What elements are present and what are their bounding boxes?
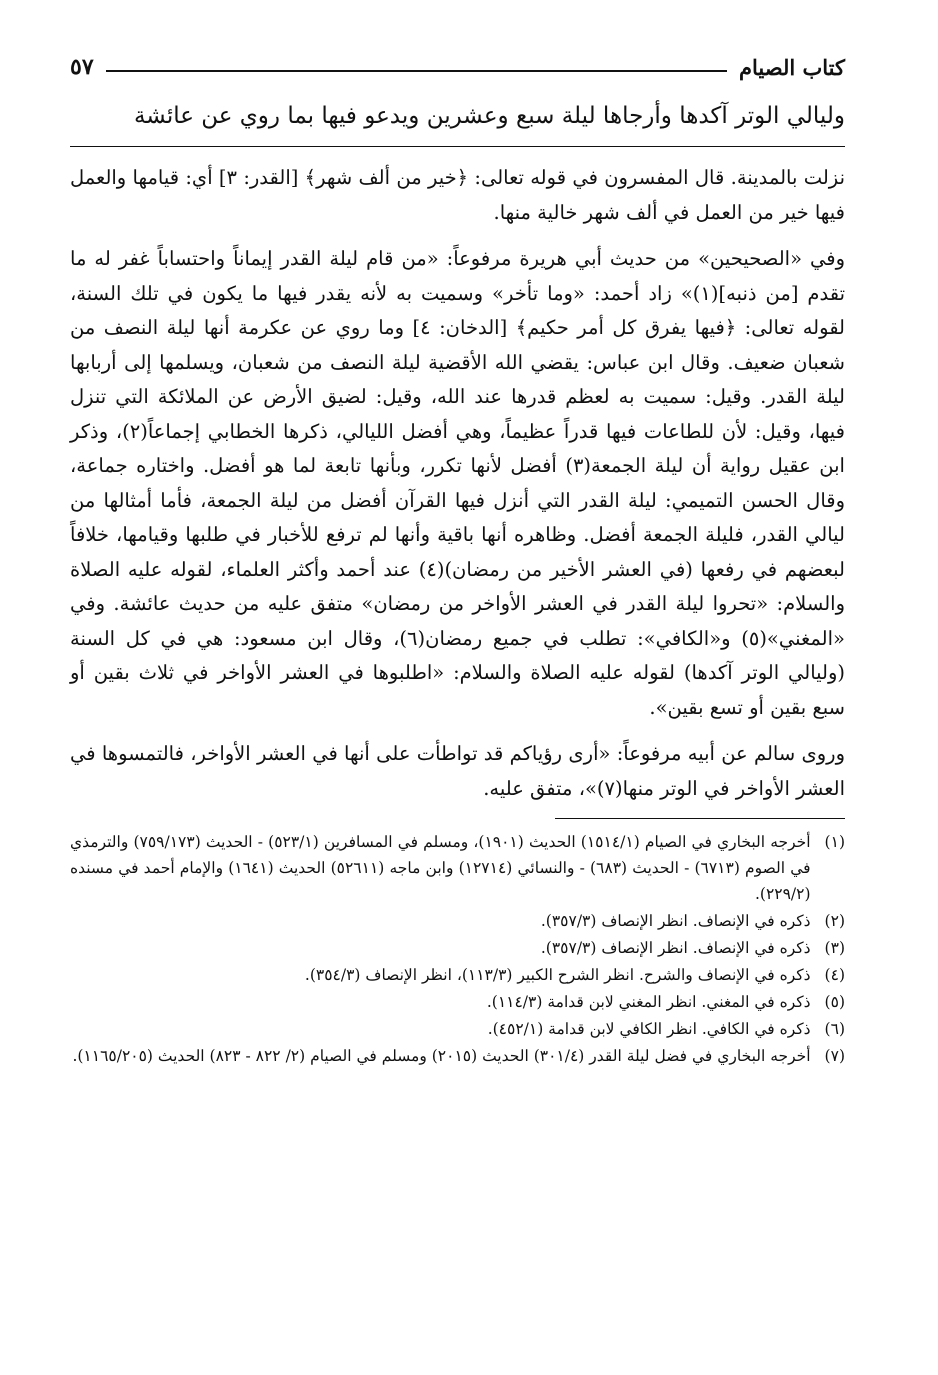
footnote bbox=[70, 1043, 845, 1069]
footnote bbox=[70, 962, 845, 988]
header-rule bbox=[106, 70, 727, 72]
commentary-paragraph-2: وفي «الصحيحين» من حديث أبي هريرة مرفوعاً: «من قام ليلة القدر إيماناً واحتساباً غفر له ما تقدم [من ذنبه](١)» زاد أحمد: «وما تأخر» وسميت به لأنه يقدر فيها ما يكون في تلك السنة، لقوله تعالى: ﴿فيها يفرق كل أمر حكيم﴾ [الدخان: ٤] وما روي عن عكرمة أنها ليلة النصف من شعبان ضعيف. وقال ابن عباس: يقضي الله الأقضية ليلة النصف من شعبان، ويسلمها إلى أربابها ليلة القدر. وقيل: سميت به لعظم قدرها عند الله، وقيل: لضيق الأرض عن الملائكة التي تنزل فيها، وقيل: لأن للطاعات فيها قدراً عظيماً، وهي أفضل الليالي، ذكرها الخطابي إجماعاً(٢)، وذكر ابن عقيل رواية أن ليلة الجمعة(٣) أفضل لأنها تكرر، وبأنها تابعة لما هو أفضل. واختاره جماعة، وقال الحسن التميمي: ليلة القدر التي أنزل فيها القرآن أفضل من ليلة الجمعة، فأما أمثالها من ليالي القدر، فليلة الجمعة أفضل. وظاهره أنها باقية وأنها لم ترفع للأخبار في طلبها وقيامها، خلافاً لبعضهم في رفعها (في العشر الأخير من رمضان)(٤) عند أحمد وأكثر العلماء، لقوله عليه الصلاة والسلام: «تحروا ليلة القدر في العشر الأواخر من رمضان» متفق عليه من حديث عائشة. وفي «المغني»(٥) و«الكافي»: تطلب في جميع رمضان(٦)، وقال ابن مسعود: هي في كل السنة (وليالي الوتر آكدها) لقوله عليه الصلاة والسلام: «اطلبوها في العشر الأواخر في ثلاث بقين أو سبع بقين أو تسع بقين». bbox=[70, 247, 846, 719]
footnote-number: (٣) bbox=[824, 939, 845, 957]
commentary-paragraph-3: وروى سالم عن أبيه مرفوعاً: «أرى رؤياكم قد تواطأت على أنها في العشر الأواخر، فالتمسوها في العشر الأواخر في الوتر منها(٧)»، متفق عليه. bbox=[70, 742, 845, 800]
footnote bbox=[70, 989, 845, 1015]
footnote-number: (٧) bbox=[824, 1047, 845, 1065]
main-text: وليالي الوتر آكدها وأرجاها ليلة سبع وعشرين ويدعو فيها بما روي عن عائشة bbox=[70, 96, 845, 147]
footnote-text: ذكره في الكافي. انظر الكافي لابن قدامة (٤٥٢/١). bbox=[487, 1020, 811, 1038]
running-header bbox=[70, 40, 845, 80]
footnote-text: أخرجه البخاري في الصيام (١٥١٤/١) الحديث (١٩٠١)، ومسلم في المسافرين (٥٢٣/١) - الحديث (٧٥٩/١٧٣) والترمذي في الصوم (٦٧١٣) - الحديث (٦٨٣) - والنسائي (١٢٧١٤) وابن ماجه (٥٢٦١١) الحديث (١٦٤١) والإمام أحمد في مسنده (٢٢٩/٢). bbox=[70, 833, 811, 903]
footnote bbox=[70, 1016, 845, 1042]
chapter-title: كتاب الصيام bbox=[739, 55, 845, 80]
footnote bbox=[70, 908, 845, 934]
footnote-text: ذكره في المغني. انظر المغني لابن قدامة (١١٤/٣). bbox=[486, 993, 811, 1011]
footnote-rule bbox=[555, 818, 845, 819]
footnote-number: (٦) bbox=[824, 1020, 845, 1038]
book-page bbox=[70, 40, 845, 1070]
footnote-text: أخرجه البخاري في فضل ليلة القدر (٣٠١/٤) الحديث (٢٠١٥) ومسلم في الصيام (٢/ ٨٢٢ - ٨٢٣) الحديث (١١٦٥/٢٠٥). bbox=[72, 1047, 811, 1065]
footnotes bbox=[70, 829, 845, 1069]
footnote-text: ذكره في الإنصاف. انظر الإنصاف (٣٥٧/٣). bbox=[540, 939, 811, 957]
footnote-number: (٤) bbox=[824, 966, 845, 984]
footnote-number: (١) bbox=[824, 833, 845, 851]
commentary-paragraph-1: نزلت بالمدينة. قال المفسرون في قوله تعالى: ﴿خير من ألف شهر﴾ [القدر: ٣] أي: قيامها والعمل فيها خير من العمل في ألف شهر خالية منها. bbox=[70, 166, 845, 224]
footnote-number: (٢) bbox=[824, 912, 845, 930]
footnote bbox=[70, 829, 845, 907]
footnote-number: (٥) bbox=[824, 993, 845, 1011]
footnote-text: ذكره في الإنصاف. انظر الإنصاف (٣٥٧/٣). bbox=[540, 912, 811, 930]
footnote bbox=[70, 935, 845, 961]
page-number: ٥٧ bbox=[70, 54, 94, 80]
commentary bbox=[70, 161, 845, 806]
footnote-text: ذكره في الإنصاف والشرح. انظر الشرح الكبير (١١٣/٣)، انظر الإنصاف (٣٥٤/٣). bbox=[304, 966, 811, 984]
